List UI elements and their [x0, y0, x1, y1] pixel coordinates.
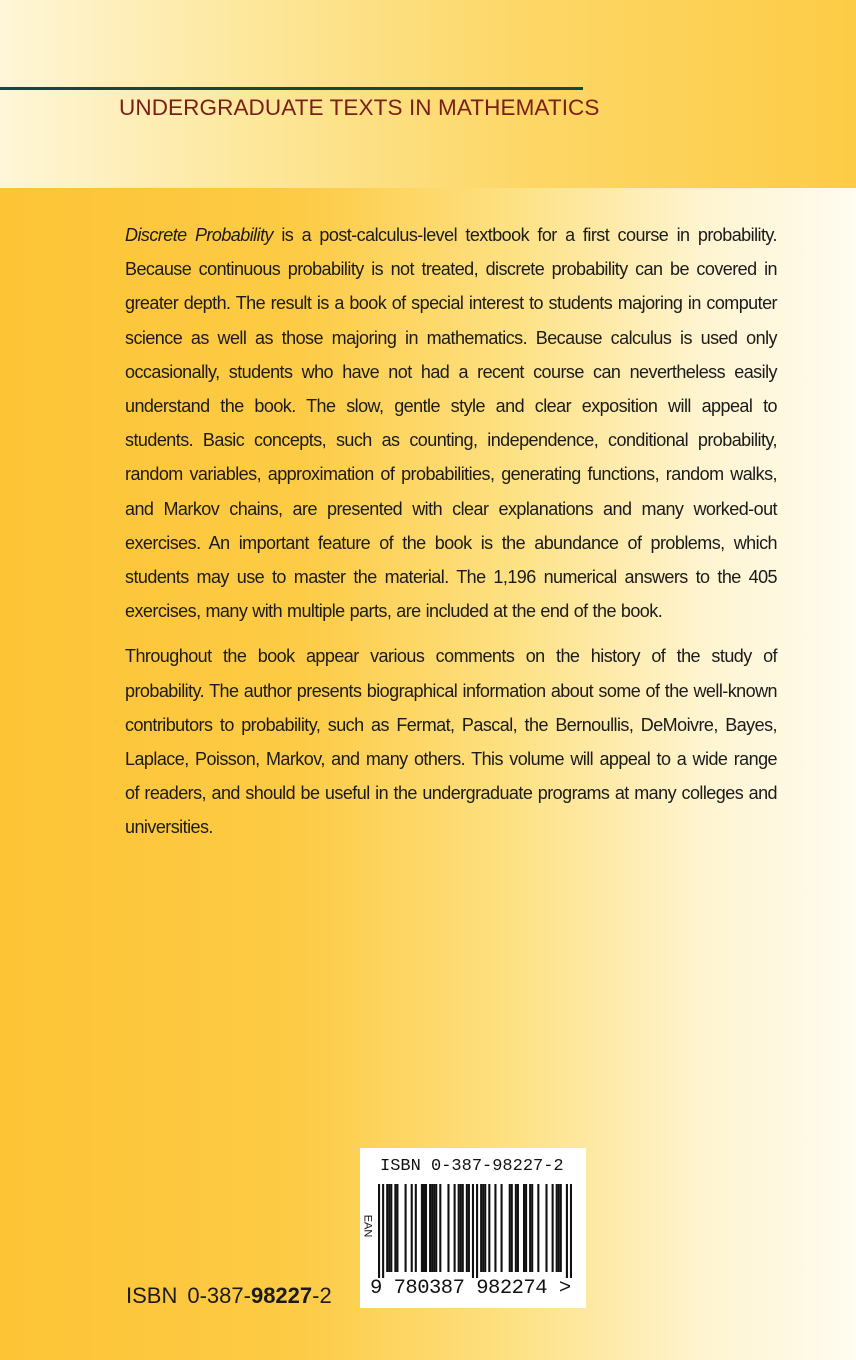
- barcode-bar: [552, 1184, 554, 1272]
- barcode-bar: [382, 1184, 384, 1278]
- barcode-bar: [482, 1184, 484, 1272]
- header-band: [0, 0, 856, 188]
- barcode-bar: [566, 1184, 568, 1278]
- barcode-bar: [501, 1184, 503, 1272]
- barcode-bar: [472, 1184, 474, 1278]
- barcode-bar: [423, 1184, 425, 1272]
- barcode-bar: [545, 1184, 547, 1272]
- barcode-bar: [560, 1184, 562, 1272]
- barcode-bar: [429, 1184, 431, 1272]
- barcode-bar: [388, 1184, 390, 1272]
- barcode-bar: [425, 1184, 427, 1272]
- barcode-bar: [531, 1184, 533, 1272]
- book-title: Discrete Probability: [125, 225, 273, 245]
- barcode-bar: [570, 1184, 572, 1278]
- barcode-bar: [511, 1184, 513, 1272]
- barcode-bar: [515, 1184, 517, 1272]
- isbn-label: ISBN: [126, 1283, 178, 1308]
- barcode-bar: [484, 1184, 486, 1272]
- barcode-bar: [447, 1184, 449, 1272]
- barcode-bar: [396, 1184, 398, 1272]
- isbn-suffix: -2: [312, 1283, 332, 1308]
- barcode-digits: 9 780387 982274 >: [370, 1277, 571, 1300]
- barcode-bar: [386, 1184, 388, 1272]
- barcode-bar: [435, 1184, 437, 1272]
- barcode-bar: [468, 1184, 470, 1272]
- series-title: UNDERGRADUATE TEXTS IN MATHEMATICS: [119, 95, 600, 120]
- ean-label: EAN: [361, 1214, 374, 1238]
- barcode-bar: [454, 1184, 456, 1272]
- barcode-bar: [378, 1184, 380, 1278]
- barcode-bar: [466, 1184, 468, 1272]
- isbn-line: [126, 1283, 332, 1309]
- barcode-bar: [462, 1184, 464, 1272]
- barcode-bar: [523, 1184, 525, 1272]
- barcode-bar: [509, 1184, 511, 1272]
- blurb-paragraph-1: [125, 218, 777, 628]
- barcode-bar: [556, 1184, 558, 1272]
- barcode-bar: [439, 1184, 441, 1272]
- barcode-bar: [415, 1184, 417, 1272]
- barcode-bar: [480, 1184, 482, 1272]
- header-rule: [0, 87, 583, 90]
- barcode-bar: [558, 1184, 560, 1272]
- barcode-bar: [433, 1184, 435, 1272]
- barcode-bar: [488, 1184, 490, 1272]
- barcode-bar: [405, 1184, 407, 1272]
- barcode-bar: [460, 1184, 462, 1272]
- barcode-bar: [411, 1184, 413, 1272]
- barcode-bar: [537, 1184, 539, 1272]
- barcode-bar: [421, 1184, 423, 1272]
- isbn-prefix: 0-387-: [187, 1283, 251, 1308]
- barcode-isbn: ISBN 0-387-98227-2: [380, 1157, 564, 1176]
- barcode-bar: [390, 1184, 392, 1272]
- isbn-bold-part: 98227: [250, 1283, 313, 1308]
- barcode-bars: [378, 1184, 572, 1278]
- barcode-bar: [458, 1184, 460, 1272]
- barcode-bar: [525, 1184, 527, 1272]
- barcode-bar: [529, 1184, 531, 1272]
- barcode-bar: [494, 1184, 496, 1272]
- blurb-paragraph-2: Throughout the book appear various comments on the history of the study of probability. The author presents biographical information about some of the well-known contributors to probability, such as Fermat, Pascal, the Bernoullis, DeMoivre, Bayes, Laplace, Poisson, Markov, and many others. This volume will appeal to a wide range of readers, and should be useful in the undergraduate programs at many colleges and universities.: [125, 646, 777, 838]
- barcode-bar: [431, 1184, 433, 1272]
- blurb-paragraph-1-text: is a post-calculus-level textbook for a first course in probability. Because continuous probability is not treated, discrete probability can be covered in greater depth. The result is a book of special interest to students majoring in computer science as well as those majoring in mathematics. Because calculus is used only occasionally, students who have not had a recent course can nevertheless easily understand the book. The slow, gentle style and clear exposition will appeal to students. Basic concepts, such as counting, independence, conditional probability, random variables, approximation of probabilities, generating functions, random walks, and Markov chains, are presented with clear explanations and many worked-out exercises. An important feature of the book is the abundance of problems, which students may use to master the material. The 1,196 numerical answers to the 405 exercises, many with multiple parts, are included at the end of the book.: [125, 225, 777, 622]
- barcode-bar: [394, 1184, 396, 1272]
- barcode-bar: [476, 1184, 478, 1278]
- barcode-box: [360, 1148, 586, 1308]
- barcode-bar: [517, 1184, 519, 1272]
- cover-blurb: [125, 218, 777, 856]
